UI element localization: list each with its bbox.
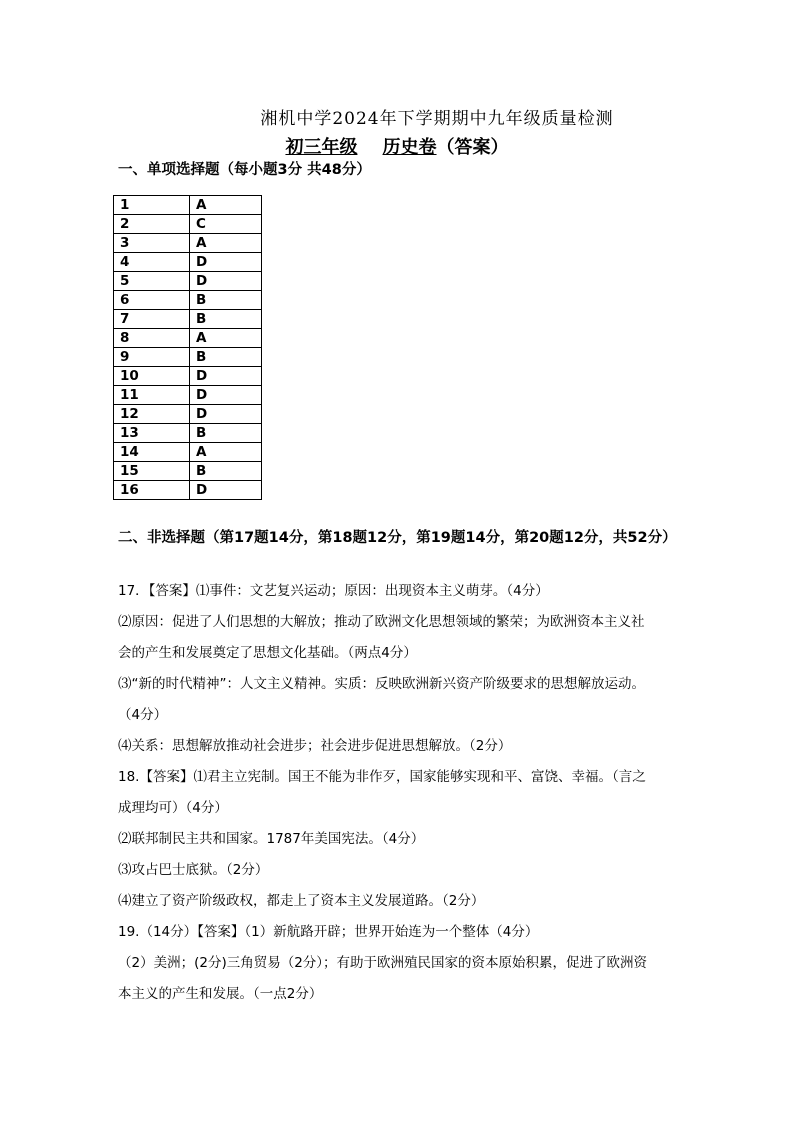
answer-choice: A <box>190 196 262 215</box>
answer-line: 18.【答案】⑴君主立宪制。国王不能为非作歹，国家能够实现和平、富饶、幸福。（言之 <box>118 769 646 785</box>
answer-line: ⑷关系：思想解放推动社会进步；社会进步促进思想解放。（2分） <box>118 738 512 754</box>
question-number: 9 <box>114 348 190 367</box>
answer-choice: D <box>190 481 262 500</box>
answer-tag: （答案） <box>436 137 509 158</box>
table-row <box>114 367 262 386</box>
question-number: 6 <box>114 291 190 310</box>
question-number: 11 <box>114 386 190 405</box>
table-row <box>114 481 262 500</box>
answer-line: ⑵原因：促进了人们思想的大解放；推动了欧洲文化思想领域的繁荣；为欧洲资本主义社 <box>118 614 645 630</box>
answer-line: ⑶攻占巴士底狱。（2分） <box>118 862 269 878</box>
answer-choice: A <box>190 443 262 462</box>
answer-line: （4分） <box>118 707 168 723</box>
section1-heading: 一、单项选择题（每小题3分 共48分） <box>118 162 371 178</box>
answer-choice: A <box>190 234 262 253</box>
table-row <box>114 405 262 424</box>
subject-label: 历史卷 <box>382 137 437 158</box>
answer-line: 会的产生和发展奠定了思想文化基础。（两点4分） <box>118 645 417 661</box>
question-number: 10 <box>114 367 190 386</box>
answer-line: （2）美洲；(2分)三角贸易（2分）；有助于欧洲殖民国家的资本原始积累，促进了欧洲资 <box>118 955 648 971</box>
answer-choice: B <box>190 310 262 329</box>
question-number: 8 <box>114 329 190 348</box>
question-number: 7 <box>114 310 190 329</box>
answer-choice: B <box>190 348 262 367</box>
question-number: 16 <box>114 481 190 500</box>
answer-choice: B <box>190 424 262 443</box>
paper-title <box>0 133 794 159</box>
section2-heading: 二、非选择题（第17题14分，第18题12分，第19题14分，第20题12分，共52分） <box>118 530 677 546</box>
question-number: 15 <box>114 462 190 481</box>
answer-line: 19.（14分）【答案】（1）新航路开辟；世界开始连为一个整体（4分） <box>118 924 539 940</box>
table-row <box>114 253 262 272</box>
question-number: 3 <box>114 234 190 253</box>
answer-choice: B <box>190 462 262 481</box>
answer-choice: D <box>190 367 262 386</box>
answer-choice: D <box>190 253 262 272</box>
table-row <box>114 196 262 215</box>
answer-line: 17．【答案】⑴事件：文艺复兴运动；原因：出现资本主义萌芽。（4分） <box>118 583 549 599</box>
question-number: 2 <box>114 215 190 234</box>
table-row <box>114 462 262 481</box>
answer-line: 本主义的产生和发展。（一点2分） <box>118 986 323 1002</box>
answer-table <box>113 195 262 500</box>
answer-line: ⑶“新的时代精神”：人文主义精神。实质：反映欧洲新兴资产阶级要求的思想解放运动。 <box>118 676 645 692</box>
question-number: 13 <box>114 424 190 443</box>
question-number: 5 <box>114 272 190 291</box>
table-row <box>114 424 262 443</box>
answer-choice: D <box>190 272 262 291</box>
question-number: 4 <box>114 253 190 272</box>
answer-choice: D <box>190 405 262 424</box>
table-row <box>114 234 262 253</box>
answer-line: ⑵联邦制民主共和国家。1787年美国宪法。（4分） <box>118 831 425 847</box>
table-row <box>114 329 262 348</box>
table-row <box>114 443 262 462</box>
grade-label: 初三年级 <box>285 137 358 158</box>
table-row <box>114 291 262 310</box>
table-row <box>114 310 262 329</box>
table-row <box>114 386 262 405</box>
question-number: 14 <box>114 443 190 462</box>
answer-choice: D <box>190 386 262 405</box>
answer-choice: C <box>190 215 262 234</box>
table-row <box>114 215 262 234</box>
answer-choice: A <box>190 329 262 348</box>
question-number: 1 <box>114 196 190 215</box>
table-row <box>114 272 262 291</box>
answer-line: 成理均可）（4分） <box>118 800 228 816</box>
school-title: 湘机中学2024年下学期期中九年级质量检测 <box>260 109 614 129</box>
answer-line: ⑷建立了资产阶级政权，都走上了资本主义发展道路。（2分） <box>118 893 485 909</box>
answer-choice: B <box>190 291 262 310</box>
question-number: 12 <box>114 405 190 424</box>
answer-lines <box>118 576 688 1010</box>
table-row <box>114 348 262 367</box>
